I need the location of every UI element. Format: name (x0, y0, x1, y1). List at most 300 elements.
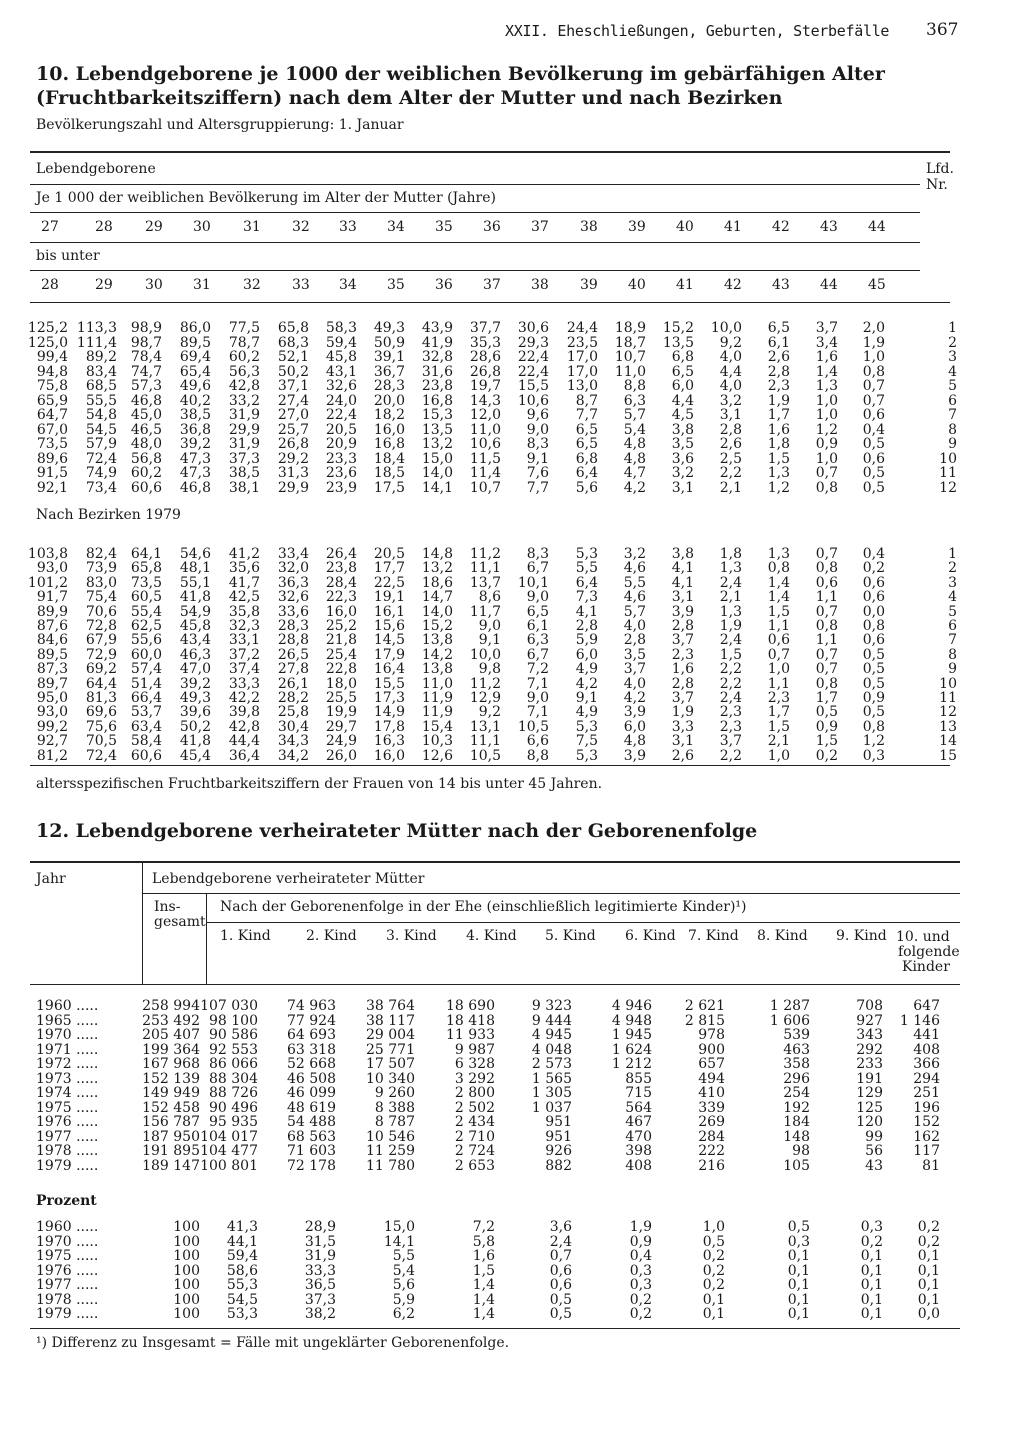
cell: 11,4 (469, 465, 501, 481)
cell: 12,6 (421, 747, 453, 764)
cell: 1974 ..... (36, 1085, 99, 1101)
cell: 0,7 (815, 465, 838, 481)
cell: 12,9 (469, 690, 501, 706)
table12-rule-3 (207, 922, 960, 923)
cell: 10 340 (366, 1070, 415, 1087)
cell: 0,1 (860, 1306, 883, 1322)
cell: 2,6 (719, 436, 742, 452)
cell: 1,5 (767, 603, 790, 620)
cell: 9 (948, 661, 957, 678)
cell: 100 (173, 1248, 200, 1264)
cell: 1,4 (767, 589, 790, 606)
cell: 0,2 (917, 1233, 940, 1250)
cell: 152 458 (142, 1099, 200, 1116)
cell: 32,8 (421, 349, 453, 365)
cell: 1976 ..... (36, 1262, 99, 1279)
cell: 10 (939, 450, 957, 467)
cell: 339 (698, 1099, 725, 1116)
cell: 10,1 (517, 574, 549, 591)
cell: 926 (545, 1143, 572, 1159)
age-from-cell: 29 (145, 219, 163, 235)
cell: 32,6 (325, 378, 357, 394)
cell: 53,7 (130, 704, 162, 721)
cell: 254 (783, 1085, 810, 1101)
cell: 15,6 (373, 618, 405, 634)
cell: 89,5 (36, 646, 68, 663)
cell: 1,9 (719, 618, 742, 634)
cell: 0,8 (862, 718, 885, 735)
cell: 38,5 (179, 407, 211, 423)
header-insgesamt-1: Ins- (154, 899, 181, 915)
cell: 11 933 (446, 1027, 495, 1043)
cell: 7,7 (526, 479, 549, 496)
cell: 4,2 (623, 690, 646, 706)
table12-title: 12. Lebendgeborene verheirateter Mütter nach der Geborenenfolge (36, 820, 758, 842)
cell: 103,8 (27, 546, 68, 562)
cell: 0,6 (862, 632, 885, 649)
cell: 494 (698, 1070, 725, 1087)
cell: 4 048 (531, 1041, 572, 1058)
cell: 46 508 (287, 1070, 336, 1087)
cell: 30,4 (277, 718, 309, 735)
cell: 71 603 (287, 1143, 336, 1159)
cell: 13,2 (421, 560, 453, 577)
cell: 0,6 (767, 632, 790, 649)
cell: 40,2 (179, 392, 211, 409)
cell: 47,0 (179, 661, 211, 678)
cell: 855 (625, 1070, 652, 1087)
cell: 0,5 (787, 1219, 810, 1235)
cell: 1977 ..... (36, 1128, 99, 1145)
cell: 58,6 (226, 1262, 258, 1279)
cell: 87,3 (36, 661, 68, 678)
cell: 7,3 (575, 589, 598, 606)
cell: 39,2 (179, 436, 211, 452)
cell: 52 668 (287, 1056, 336, 1072)
cell: 64,4 (85, 675, 117, 692)
cell: 0,8 (815, 675, 838, 692)
cell: 0,1 (917, 1262, 940, 1279)
cell: 4,8 (623, 450, 646, 467)
cell: 50,2 (277, 363, 309, 380)
cell: 20,0 (373, 392, 405, 409)
cell: 64 693 (287, 1027, 336, 1043)
cell: 4 948 (611, 1012, 652, 1029)
cell: 73,5 (36, 436, 68, 452)
cell: 2 710 (454, 1128, 495, 1145)
age-to-cell: 36 (435, 277, 453, 293)
cell: 28,3 (277, 618, 309, 634)
header-lebendgeborene: Lebendgeborene (36, 161, 156, 177)
cell: 6,3 (623, 392, 646, 409)
cell: 4,0 (719, 378, 742, 394)
cell: 23,6 (325, 465, 357, 481)
section-bezirke: Nach Bezirken 1979 (36, 507, 181, 523)
header-nach: Nach der Geborenenfolge in der Ehe (einschließlich legitimierte Kinder)¹) (220, 899, 747, 915)
cell: 0,8 (815, 618, 838, 634)
cell: 24,9 (325, 733, 357, 750)
cell: 13,1 (469, 718, 501, 735)
cell: 8,8 (623, 378, 646, 394)
cell: 2 653 (454, 1157, 495, 1174)
cell: 38,1 (228, 479, 260, 496)
cell: 43,1 (325, 363, 357, 380)
cell: 149 949 (142, 1085, 200, 1101)
cell: 78,4 (130, 349, 162, 365)
cell: 9 444 (531, 1012, 572, 1029)
cell: 7,1 (526, 675, 549, 692)
cell: 129 (856, 1085, 883, 1101)
cell: 6,5 (526, 603, 549, 620)
cell: 251 (913, 1085, 940, 1101)
table10-title-line2: (Fruchtbarkeitsziffern) nach dem Alter der Mutter und nach Bezirken (36, 87, 783, 109)
cell: 54,5 (226, 1291, 258, 1308)
cell: 13,5 (662, 334, 694, 351)
cell: 0,5 (862, 436, 885, 452)
cell: 2,1 (719, 479, 742, 496)
cell: 12 (939, 479, 957, 496)
cell: 100 (173, 1306, 200, 1322)
cell: 0,2 (702, 1248, 725, 1264)
cell: 25,7 (277, 421, 309, 438)
cell: 4 945 (531, 1027, 572, 1043)
header-bis-unter: bis unter (36, 248, 100, 264)
cell: 34,3 (277, 733, 309, 750)
cell: 0,1 (860, 1262, 883, 1279)
cell: 73,4 (85, 479, 117, 496)
cell: 41,3 (226, 1219, 258, 1235)
cell: 41,2 (228, 546, 260, 562)
cell: 0,7 (549, 1248, 572, 1264)
cell: 3,1 (671, 589, 694, 606)
cell: 4,4 (719, 363, 742, 380)
cell: 111,4 (76, 334, 117, 351)
cell: 41,8 (179, 589, 211, 606)
age-to-cell: 32 (243, 277, 261, 293)
cell: 41,7 (228, 574, 260, 591)
cell: 18,2 (373, 407, 405, 423)
cell: 22,5 (373, 574, 405, 591)
cell: 23,8 (325, 560, 357, 577)
table12-rule-4 (30, 984, 960, 985)
cell: 0,7 (815, 603, 838, 620)
cell: 0,2 (860, 1233, 883, 1250)
cell: 647 (913, 998, 940, 1014)
cell: 6,5 (575, 421, 598, 438)
cell: 10,5 (469, 747, 501, 764)
cell: 14 (939, 733, 957, 750)
table12-vrule-2 (206, 893, 207, 984)
cell: 8 (948, 646, 957, 663)
cell: 441 (913, 1027, 940, 1043)
cell: 39,2 (179, 675, 211, 692)
cell: 17,0 (566, 363, 598, 380)
cell: 0,1 (917, 1277, 940, 1293)
header-jahr: Jahr (36, 871, 66, 887)
cell: 42,2 (228, 690, 260, 706)
cell: 7,2 (526, 661, 549, 678)
cell: 89,5 (179, 334, 211, 351)
cell: 3,8 (671, 421, 694, 438)
cell: 0,5 (862, 465, 885, 481)
cell: 53,3 (226, 1306, 258, 1322)
cell: 98,9 (130, 320, 162, 336)
cell: 73,9 (85, 560, 117, 577)
age-from-cell: 38 (580, 219, 598, 235)
cell: 4,1 (671, 560, 694, 577)
cell: 39,1 (373, 349, 405, 365)
cell: 92,1 (36, 479, 68, 496)
cell: 0,7 (815, 661, 838, 678)
cell: 6,0 (671, 378, 694, 394)
cell: 82,4 (85, 546, 117, 562)
cell: 3,5 (623, 646, 646, 663)
cell: 152 (913, 1114, 940, 1130)
cell: 11 780 (366, 1157, 415, 1174)
cell: 0,7 (862, 392, 885, 409)
cell: 5 (948, 378, 957, 394)
cell: 57,4 (130, 661, 162, 678)
cell: 11,2 (469, 675, 501, 692)
cell: 125,2 (27, 320, 68, 336)
cell: 28,9 (304, 1219, 336, 1235)
cell: 18,6 (421, 574, 453, 591)
col-last-1: 10. und (896, 929, 950, 945)
cell: 2,2 (719, 661, 742, 678)
kind-header-cell: 1. Kind (220, 928, 271, 944)
cell: 9,6 (526, 407, 549, 423)
age-to-cell: 40 (628, 277, 646, 293)
cell: 15,2 (421, 618, 453, 634)
cell: 269 (698, 1114, 725, 1130)
cell: 33,3 (228, 675, 260, 692)
cell: 1,9 (629, 1219, 652, 1235)
cell: 54,6 (179, 546, 211, 562)
cell: 1976 ..... (36, 1114, 99, 1130)
cell: 2,8 (719, 421, 742, 438)
table10-rule-2 (30, 184, 920, 185)
cell: 1,0 (815, 407, 838, 423)
cell: 4,8 (623, 436, 646, 452)
cell: 15,5 (517, 378, 549, 394)
cell: 105 (783, 1157, 810, 1174)
cell: 26,1 (277, 675, 309, 692)
cell: 1 624 (611, 1041, 652, 1058)
cell: 0,7 (815, 546, 838, 562)
cell: 44,4 (228, 733, 260, 750)
cell: 1,6 (472, 1248, 495, 1264)
cell: 1971 ..... (36, 1041, 99, 1058)
cell: 8,6 (478, 589, 501, 606)
cell: 4,0 (623, 618, 646, 634)
cell: 1 212 (611, 1056, 652, 1072)
age-to-cell: 43 (772, 277, 790, 293)
cell: 11,7 (469, 603, 501, 620)
cell: 74 963 (287, 998, 336, 1014)
cell: 23,5 (566, 334, 598, 351)
cell: 29,7 (325, 718, 357, 735)
cell: 8,3 (526, 546, 549, 562)
table10-rule-6 (30, 302, 950, 303)
cell: 5,5 (392, 1248, 415, 1264)
cell: 44,1 (226, 1233, 258, 1250)
cell: 68,5 (85, 378, 117, 394)
cell: 2,3 (767, 690, 790, 706)
cell: 8,8 (526, 747, 549, 764)
cell: 3,6 (549, 1219, 572, 1235)
cell: 83,0 (85, 574, 117, 591)
cell: 3,7 (719, 733, 742, 750)
kind-header-cell: 4. Kind (466, 928, 517, 944)
cell: 3,7 (671, 690, 694, 706)
cell: 98 (792, 1143, 810, 1159)
cell: 284 (698, 1128, 725, 1145)
cell: 2,4 (549, 1233, 572, 1250)
cell: 8,7 (575, 392, 598, 409)
cell: 18,7 (614, 334, 646, 351)
page-number: 367 (926, 20, 959, 40)
cell: 23,3 (325, 450, 357, 467)
cell: 1978 ..... (36, 1143, 99, 1159)
cell: 113,3 (76, 320, 117, 336)
cell: 4,0 (623, 675, 646, 692)
cell: 31,9 (228, 436, 260, 452)
cell: 14,3 (469, 392, 501, 409)
kind-header-cell: 3. Kind (386, 928, 437, 944)
cell: 8,3 (526, 436, 549, 452)
cell: 36,8 (179, 421, 211, 438)
cell: 22,8 (325, 661, 357, 678)
cell: 1977 ..... (36, 1277, 99, 1293)
cell: 48,0 (130, 436, 162, 452)
cell: 27,4 (277, 392, 309, 409)
cell: 4,6 (623, 560, 646, 577)
cell: 15,4 (421, 718, 453, 735)
age-from-cell: 37 (531, 219, 549, 235)
cell: 38,5 (228, 465, 260, 481)
cell: 2,1 (719, 589, 742, 606)
cell: 70,5 (85, 733, 117, 750)
cell: 0,7 (862, 378, 885, 394)
cell: 2,6 (671, 747, 694, 764)
cell: 36,5 (304, 1277, 336, 1293)
cell: 6,8 (671, 349, 694, 365)
cell: 0,1 (702, 1306, 725, 1322)
cell: 90 496 (209, 1099, 258, 1116)
cell: 162 (913, 1128, 940, 1145)
cell: 49,6 (179, 378, 211, 394)
cell: 1,0 (815, 392, 838, 409)
cell: 55,5 (85, 392, 117, 409)
cell: 10,0 (469, 646, 501, 663)
cell: 55,1 (179, 574, 211, 591)
cell: 42,8 (228, 378, 260, 394)
cell: 1,4 (472, 1291, 495, 1308)
cell: 0,7 (815, 646, 838, 663)
cell: 17,5 (373, 479, 405, 496)
cell: 18 690 (446, 998, 495, 1014)
table12-vrule-1 (142, 861, 143, 984)
cell: 1,6 (815, 349, 838, 365)
cell: 191 (856, 1070, 883, 1087)
cell: 1970 ..... (36, 1027, 99, 1043)
cell: 33,4 (277, 546, 309, 562)
cell: 233 (856, 1056, 883, 1072)
cell: 1,0 (702, 1219, 725, 1235)
cell: 28,4 (325, 574, 357, 591)
cell: 0,1 (787, 1306, 810, 1322)
age-to-cell: 30 (145, 277, 163, 293)
cell: 65,8 (277, 320, 309, 336)
table10-footnote: altersspezifischen Fruchtbarkeitsziffern der Frauen von 14 bis unter 45 Jahren. (36, 776, 603, 792)
cell: 120 (856, 1114, 883, 1130)
cell: 199 364 (142, 1041, 200, 1058)
cell: 13,2 (421, 436, 453, 452)
cell: 13,5 (421, 421, 453, 438)
cell: 3,2 (719, 392, 742, 409)
cell: 3,1 (671, 479, 694, 496)
cell: 1,2 (767, 479, 790, 496)
cell: 253 492 (142, 1012, 200, 1029)
cell: 2,4 (719, 574, 742, 591)
running-head: XXII. Eheschließungen, Geburten, Sterbefälle (505, 22, 890, 40)
header-nr: Nr. (926, 177, 948, 193)
cell: 951 (545, 1114, 572, 1130)
cell: 927 (856, 1012, 883, 1029)
cell: 50,9 (373, 334, 405, 351)
cell: 12,0 (469, 407, 501, 423)
cell: 0,1 (917, 1248, 940, 1264)
cell: 0,2 (629, 1306, 652, 1322)
age-from-cell: 32 (292, 219, 310, 235)
cell: 7 (948, 407, 957, 423)
kind-header-cell: 9. Kind (836, 928, 887, 944)
cell: 117 (913, 1143, 940, 1159)
cell: 1 (948, 546, 957, 562)
cell: 1,2 (862, 733, 885, 750)
age-from-cell: 44 (868, 219, 886, 235)
cell: 47,3 (179, 450, 211, 467)
table12-rule-top (30, 861, 960, 863)
cell: 2,4 (719, 632, 742, 649)
cell: 1960 ..... (36, 1219, 99, 1235)
cell: 38 764 (366, 998, 415, 1014)
cell: 882 (545, 1157, 572, 1174)
cell: 4 (948, 589, 957, 606)
cell: 5 (948, 603, 957, 620)
cell: 26,8 (469, 363, 501, 380)
table10-rule-top (30, 151, 950, 153)
cell: 2,8 (623, 632, 646, 649)
cell: 7,6 (526, 465, 549, 481)
cell: 16,0 (373, 747, 405, 764)
cell: 15,5 (373, 675, 405, 692)
cell: 1,0 (862, 349, 885, 365)
cell: 9,0 (526, 421, 549, 438)
cell: 107 030 (200, 998, 258, 1014)
table10-title-line1: 10. Lebendgeborene je 1000 der weiblichen Bevölkerung im gebärfähigen Alter (36, 63, 885, 85)
cell: 100 (173, 1233, 200, 1250)
cell: 81 (922, 1157, 940, 1174)
cell: 0,1 (860, 1248, 883, 1264)
cell: 57,3 (130, 378, 162, 394)
cell: 45,8 (179, 618, 211, 634)
cell: 93,0 (36, 704, 68, 721)
cell: 6,8 (575, 450, 598, 467)
table10-rule-bottom (30, 765, 950, 766)
cell: 90 586 (209, 1027, 258, 1043)
cell: 1,4 (472, 1306, 495, 1322)
